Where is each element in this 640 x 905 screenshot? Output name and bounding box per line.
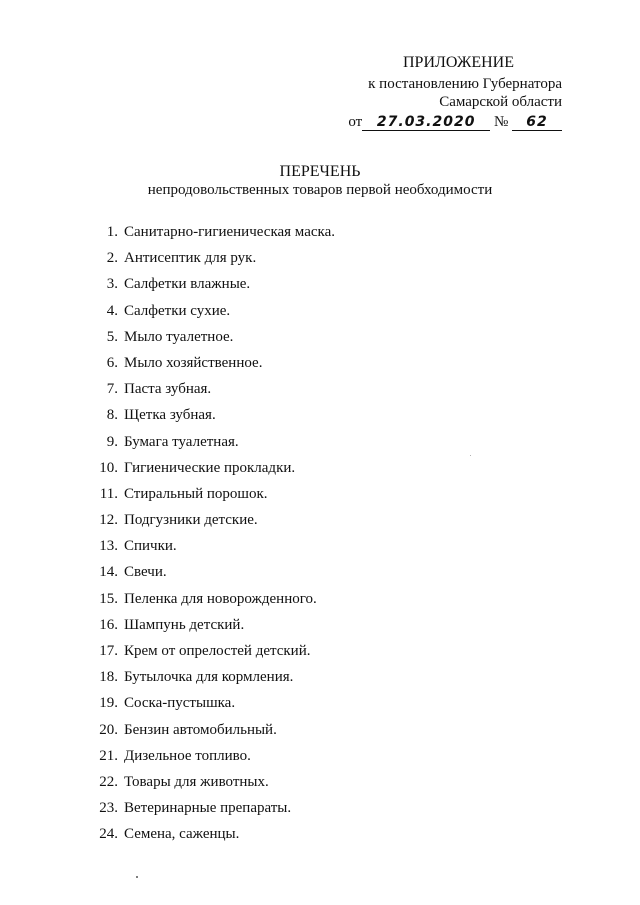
- list-item-number: 3.: [106, 276, 118, 293]
- list-item-text: Ветеринарные препараты.: [124, 800, 292, 817]
- list-item-number: 2.: [106, 250, 118, 267]
- list-item-text: Щетка зубная.: [124, 407, 216, 424]
- list-item-text: Крем от опрелостей детский.: [124, 643, 311, 659]
- appendix-date-number-row: [348, 113, 562, 132]
- list-item: [95, 825, 335, 851]
- list-item-text: Стиральный порошок.: [124, 485, 268, 502]
- list-item-number: 16.: [99, 616, 118, 633]
- list-item: [95, 511, 335, 537]
- list-item: [95, 354, 335, 380]
- list-item-number: 12.: [99, 512, 118, 529]
- list-item-text: Салфетки влажные.: [124, 276, 251, 293]
- appendix-title: ПРИЛОЖЕНИЕ: [402, 54, 514, 71]
- list-item-number: 21.: [99, 747, 118, 764]
- list-item-number: 20.: [99, 721, 118, 738]
- list-item: [95, 406, 335, 432]
- list-item-number: 18.: [99, 669, 118, 686]
- handwritten-date: 27.03.2020: [362, 115, 490, 131]
- list-item-text: Мыло туалетное.: [124, 328, 234, 345]
- list-item: [95, 302, 335, 328]
- list-item-number: 6.: [106, 354, 118, 371]
- list-item-number: 4.: [106, 302, 118, 319]
- list-item-text: Пеленка для новорожденного.: [124, 590, 317, 607]
- list-item: [95, 537, 335, 563]
- list-item-text: Паста зубная.: [124, 381, 212, 398]
- heading-subtitle: непродовольственных товаров первой необходимости: [147, 182, 493, 198]
- list-item-number: 5.: [106, 328, 118, 345]
- list-item-number: 23.: [99, 800, 118, 817]
- appendix-block: [348, 54, 562, 131]
- appendix-decree-line: к постановлению Губернатора: [368, 75, 562, 92]
- list-item-number: 1.: [106, 224, 118, 240]
- list-item: [95, 799, 335, 825]
- number-prefix: №: [493, 113, 509, 130]
- list-item-number: 10.: [99, 459, 118, 476]
- list-item: [95, 773, 335, 799]
- goods-list: [95, 223, 335, 852]
- list-item-text: Товары для животных.: [124, 773, 269, 790]
- list-item-number: 15.: [99, 590, 118, 607]
- list-item-text: Свечи.: [124, 564, 167, 581]
- list-item: [95, 380, 335, 406]
- list-item-number: 7.: [106, 381, 118, 398]
- list-item: [95, 642, 335, 668]
- list-item-number: 9.: [106, 433, 118, 450]
- scan-speck: [470, 455, 471, 456]
- list-item: [95, 459, 335, 485]
- list-item-number: 24.: [99, 826, 118, 843]
- list-item-text: Санитарно-гигиеническая маска.: [124, 224, 335, 240]
- list-item-text: Мыло хозяйственное.: [124, 354, 263, 371]
- list-item: [95, 328, 335, 354]
- date-prefix: от: [348, 113, 363, 130]
- list-item-text: Соска-пустышка.: [124, 695, 236, 712]
- list-item-text: Салфетки сухие.: [124, 302, 231, 319]
- list-item-number: 17.: [99, 643, 118, 659]
- list-item-text: Подгузники детские.: [124, 512, 258, 529]
- list-item: [95, 249, 335, 275]
- handwritten-number: 62: [512, 115, 562, 131]
- list-item-number: 8.: [106, 407, 118, 424]
- list-item-number: 13.: [99, 538, 118, 555]
- heading-title: ПЕРЕЧЕНЬ: [279, 163, 361, 180]
- list-item-number: 11.: [99, 485, 118, 502]
- list-item: [95, 721, 335, 747]
- scan-speck: [136, 876, 138, 878]
- list-item-text: Гигиенические прокладки.: [124, 459, 296, 476]
- list-item-text: Бензин автомобильный.: [124, 721, 277, 738]
- list-item: [95, 485, 335, 511]
- list-item: [95, 668, 335, 694]
- list-item-text: Семена, саженцы.: [124, 826, 240, 843]
- list-item-text: Дизельное топливо.: [124, 747, 251, 764]
- list-item: [95, 563, 335, 589]
- list-item-text: Шампунь детский.: [124, 616, 245, 633]
- list-item: [95, 433, 335, 459]
- list-item-text: Спички.: [124, 538, 177, 555]
- list-item-number: 19.: [99, 695, 118, 712]
- list-item-text: Бутылочка для кормления.: [124, 669, 294, 686]
- list-item-text: Бумага туалетная.: [124, 433, 239, 450]
- list-item-number: 22.: [99, 773, 118, 790]
- document-heading: [0, 162, 640, 199]
- list-item-number: 14.: [99, 564, 118, 581]
- list-item: [95, 275, 335, 301]
- list-item: [95, 694, 335, 720]
- list-item: [95, 590, 335, 616]
- list-item-text: Антисептик для рук.: [124, 250, 257, 267]
- list-item: [95, 616, 335, 642]
- list-item: [95, 747, 335, 773]
- appendix-region-line: Самарской области: [439, 94, 562, 110]
- list-item: [95, 223, 335, 249]
